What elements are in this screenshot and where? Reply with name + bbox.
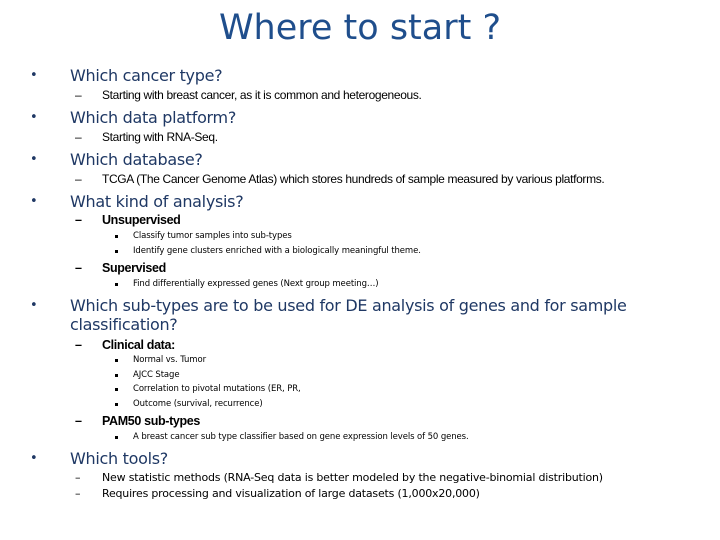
square-bullet-icon	[115, 374, 118, 377]
section-heading-text: Which sub-types are to be used for DE analysis of genes and for sample classification?	[70, 296, 627, 334]
sub-list-item-text: Classify tumor samples into sub-types	[133, 231, 292, 241]
list-item-text: Starting with RNA-Seq.	[102, 130, 218, 144]
list-item-text: Clinical data:	[102, 338, 175, 352]
section-heading-text: Which cancer type?	[70, 66, 223, 85]
slide-title: Where to start ?	[218, 8, 502, 48]
dash-icon: –	[75, 172, 82, 186]
section-heading-text: Which data platform?	[70, 108, 237, 127]
list-item-text: New statistic methods (RNA-Seq data is better modeled by the negative-binomial distribution)	[102, 471, 603, 484]
square-bullet-icon	[115, 403, 118, 406]
sub-list-item-text: Identify gene clusters enriched with a biologically meaningful theme.	[133, 246, 421, 256]
sub-list-item-text: A breast cancer sub type classifier based on gene expression levels of 50 genes.	[133, 432, 469, 442]
list-item-text: Starting with breast cancer, as it is common and heterogeneous.	[102, 88, 422, 102]
dash-icon: –	[75, 414, 82, 428]
list-item-text: TCGA (The Cancer Genome Atlas) which stores hundreds of sample measured by various platforms.	[102, 172, 605, 186]
square-bullet-icon	[115, 250, 118, 253]
square-bullet-icon	[115, 436, 118, 439]
list-item-text: Supervised	[102, 261, 166, 275]
dash-icon: –	[75, 338, 82, 352]
sub-list-item-text: AJCC Stage	[133, 370, 180, 380]
sub-list-item-text: Outcome (survival, recurrence)	[133, 399, 263, 409]
section-heading-text: Which database?	[70, 150, 203, 169]
dash-icon: –	[75, 88, 82, 102]
dash-icon: –	[75, 261, 82, 275]
bullet-icon: •	[30, 110, 38, 125]
list-item-text: Unsupervised	[102, 213, 181, 227]
section-heading-text: What kind of analysis?	[70, 192, 244, 211]
square-bullet-icon	[115, 235, 118, 238]
dash-icon: –	[75, 213, 82, 227]
bullet-icon: •	[30, 298, 38, 313]
square-bullet-icon	[115, 359, 118, 362]
section-heading-text: Which tools?	[70, 449, 168, 468]
square-bullet-icon	[115, 283, 118, 286]
dash-icon: –	[75, 130, 82, 144]
dash-icon: –	[75, 487, 81, 500]
sub-list-item-text: Correlation to pivotal mutations (ER, PR,	[133, 384, 301, 394]
dash-icon: –	[75, 471, 81, 484]
bullet-icon: •	[30, 152, 38, 167]
sub-list-item-text: Normal vs. Tumor	[133, 355, 206, 365]
list-item-text: Requires processing and visualization of large datasets (1,000x20,000)	[102, 487, 480, 500]
bullet-icon: •	[30, 451, 38, 466]
bullet-icon: •	[30, 194, 38, 209]
list-item-text: PAM50 sub-types	[102, 414, 201, 428]
square-bullet-icon	[115, 388, 118, 391]
sub-list-item-text: Find differentially expressed genes (Next group meeting…)	[133, 279, 379, 289]
bullet-icon: •	[30, 68, 38, 83]
